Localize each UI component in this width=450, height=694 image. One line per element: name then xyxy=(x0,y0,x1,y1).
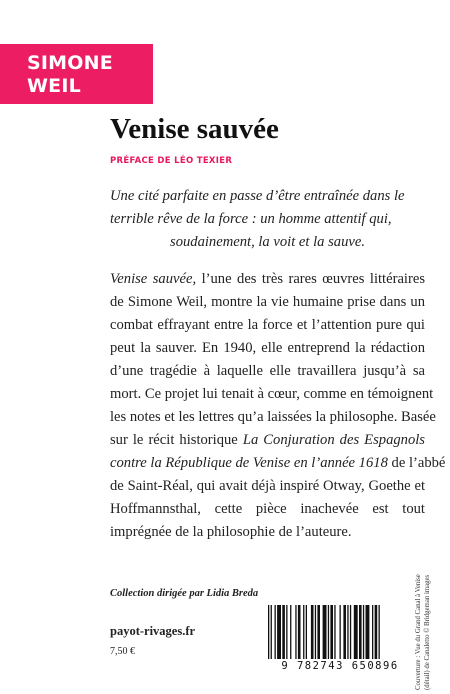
barcode-bar xyxy=(379,605,380,659)
barcode-bar xyxy=(323,605,327,659)
blurb-line: combat effrayant entre la force et l’attention pure qui xyxy=(110,317,425,333)
barcode-bar xyxy=(340,605,341,659)
publisher-website: payot-rivages.fr xyxy=(110,624,196,638)
barcode-bar xyxy=(268,605,269,659)
barcode-bar xyxy=(366,605,370,659)
barcode-bar xyxy=(315,605,316,659)
blurb-line: les notes et les lettres qu’a laissées la philosophe. Basée xyxy=(110,409,436,425)
source-title: La Conjuration des Espagnols xyxy=(242,432,425,448)
blurb-line: peut la sauver. En 1940, elle entreprend la rédaction xyxy=(110,340,425,356)
barcode-bar xyxy=(295,605,296,659)
barcode-bar xyxy=(286,605,287,659)
work-title: Venise sauvée, xyxy=(110,271,197,287)
barcode-bar xyxy=(271,605,272,659)
blurb-line: de Simone Weil, montre la vie humaine prise dans un xyxy=(110,294,425,310)
barcode-bar xyxy=(306,605,307,659)
blurb-line: mort. Ce projet lui tenait à cœur, comme en témoignent xyxy=(110,386,434,402)
tagline-line: terrible rêve de la force : un homme attentif qui, xyxy=(110,211,392,227)
barcode-bar xyxy=(363,605,364,659)
barcode-bar xyxy=(347,605,348,659)
barcode-bar xyxy=(298,605,301,659)
barcode-bar xyxy=(375,605,378,659)
barcode-bar xyxy=(372,605,373,659)
collection-editor: Collection dirigée par Lidia Breda xyxy=(110,588,259,599)
barcode-bar xyxy=(359,605,362,659)
tagline-line: soudainement, la voit et la sauve. xyxy=(170,234,365,250)
tagline-line: Une cité parfaite en passe d’être entraînée dans le xyxy=(110,188,405,204)
barcode-bar xyxy=(343,605,346,659)
blurb-line: de Saint-Réal, qui avait déjà inspiré Otway, Goethe et xyxy=(110,478,425,494)
blurb-line: imprégnée de la philosophie de l’auteure. xyxy=(110,524,352,540)
blurb-line: Venise sauvée, l’une des très rares œuvres littéraires xyxy=(110,271,425,287)
author-last-name: WEIL xyxy=(27,75,81,97)
book-title: Venise sauvée xyxy=(110,113,279,145)
tagline xyxy=(110,185,425,254)
preface-credit: PRÉFACE DE LÉO TEXIER xyxy=(110,156,233,166)
barcode-bar xyxy=(275,605,276,659)
author-first-name: SIMONE xyxy=(27,52,113,74)
blurb-line: sur le récit historique La Conjuration des Espagnols xyxy=(110,432,425,448)
blurb-line: Hoffmannsthal, cette pièce inachevée est tout xyxy=(110,501,425,517)
price: 7,50 € xyxy=(110,646,135,657)
cover-credit: Couverture : Vue du Grand Canal à Venise (détail) de Canaletto © Bridgeman images xyxy=(415,574,431,690)
barcode-bar xyxy=(317,605,320,659)
author-name xyxy=(27,52,113,98)
barcode-bar xyxy=(277,605,281,659)
isbn-barcode xyxy=(262,603,420,681)
source-title-cont: contre la République de Venise en l’année 1618 xyxy=(110,455,388,471)
blurb xyxy=(110,268,446,544)
barcode-bar xyxy=(330,605,333,659)
barcode-bars xyxy=(264,605,418,661)
barcode-bar xyxy=(303,605,304,659)
barcode-bar xyxy=(328,605,329,659)
barcode-bar xyxy=(334,605,335,659)
isbn-number: 9 782743 650896 xyxy=(281,660,399,672)
barcode-bar xyxy=(282,605,285,659)
barcode-bar xyxy=(290,605,291,659)
blurb-line: contre la République de Venise en l’année 1618 de l’abbé xyxy=(110,455,446,471)
barcode-bar xyxy=(311,605,314,659)
barcode-bar xyxy=(354,605,358,659)
barcode-bar xyxy=(350,605,351,659)
blurb-line: d’une tragédie à laquelle elle travaillera jusqu’à sa xyxy=(110,363,425,379)
